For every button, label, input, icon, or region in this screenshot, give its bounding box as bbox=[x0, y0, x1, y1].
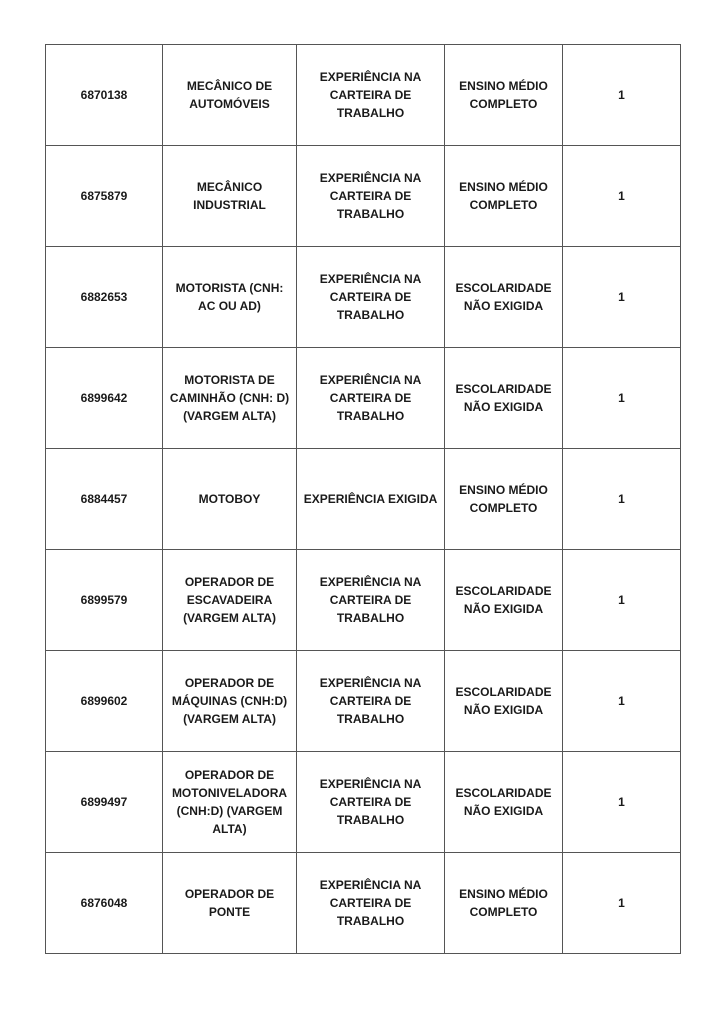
education-requirement: ESCOLARIDADE NÃO EXIGIDA bbox=[455, 685, 552, 717]
vacancy-code-cell bbox=[46, 247, 163, 348]
experience-requirement: EXPERIÊNCIA NA CARTEIRA DE TRABALHO bbox=[319, 171, 422, 221]
education-requirement: ENSINO MÉDIO COMPLETO bbox=[459, 79, 548, 111]
experience-cell bbox=[297, 853, 445, 954]
vacancy-code: 6875879 bbox=[80, 189, 128, 203]
role-title: MECÂNICO INDUSTRIAL bbox=[193, 180, 266, 212]
job-vacancies-table bbox=[45, 44, 681, 954]
vacancies-cell bbox=[563, 146, 681, 247]
role-cell bbox=[163, 651, 297, 752]
vacancy-count: 1 bbox=[618, 290, 625, 304]
vacancy-code: 6876048 bbox=[80, 896, 128, 910]
vacancy-code: 6870138 bbox=[80, 88, 128, 102]
vacancies-cell bbox=[563, 348, 681, 449]
vacancy-count: 1 bbox=[618, 492, 625, 506]
education-cell bbox=[445, 651, 563, 752]
role-title: OPERADOR DE MÁQUINAS (CNH:D) (VARGEM ALTA) bbox=[171, 676, 288, 726]
vacancies-cell bbox=[563, 752, 681, 853]
experience-requirement: EXPERIÊNCIA NA CARTEIRA DE TRABALHO bbox=[319, 878, 422, 928]
role-cell bbox=[163, 45, 297, 146]
education-requirement: ESCOLARIDADE NÃO EXIGIDA bbox=[455, 584, 552, 616]
experience-cell bbox=[297, 651, 445, 752]
vacancy-code-cell bbox=[46, 45, 163, 146]
education-cell bbox=[445, 247, 563, 348]
table-row bbox=[46, 146, 681, 247]
role-title: MOTORISTA DE CAMINHÃO (CNH: D) (VARGEM ALTA) bbox=[169, 373, 290, 423]
education-requirement: ESCOLARIDADE NÃO EXIGIDA bbox=[455, 786, 552, 818]
vacancy-code: 6899579 bbox=[80, 593, 128, 607]
role-title: MOTORISTA (CNH: AC OU AD) bbox=[175, 281, 284, 313]
role-cell bbox=[163, 348, 297, 449]
table-row bbox=[46, 45, 681, 146]
experience-requirement: EXPERIÊNCIA NA CARTEIRA DE TRABALHO bbox=[319, 676, 422, 726]
vacancy-count: 1 bbox=[618, 189, 625, 203]
education-cell bbox=[445, 449, 563, 550]
experience-requirement: EXPERIÊNCIA NA CARTEIRA DE TRABALHO bbox=[319, 777, 422, 827]
vacancy-count: 1 bbox=[618, 593, 625, 607]
table-row bbox=[46, 348, 681, 449]
table-row bbox=[46, 449, 681, 550]
vacancies-cell bbox=[563, 651, 681, 752]
table-row bbox=[46, 247, 681, 348]
experience-requirement: EXPERIÊNCIA NA CARTEIRA DE TRABALHO bbox=[319, 272, 422, 322]
education-requirement: ESCOLARIDADE NÃO EXIGIDA bbox=[455, 382, 552, 414]
vacancy-code: 6884457 bbox=[80, 492, 128, 506]
education-cell bbox=[445, 853, 563, 954]
table-body bbox=[46, 45, 681, 954]
vacancies-cell bbox=[563, 853, 681, 954]
vacancy-code: 6899602 bbox=[80, 694, 128, 708]
education-requirement: ENSINO MÉDIO COMPLETO bbox=[459, 483, 548, 515]
vacancy-count: 1 bbox=[618, 795, 625, 809]
vacancy-code-cell bbox=[46, 651, 163, 752]
experience-cell bbox=[297, 752, 445, 853]
table-row bbox=[46, 853, 681, 954]
experience-cell bbox=[297, 449, 445, 550]
experience-requirement: EXPERIÊNCIA NA CARTEIRA DE TRABALHO bbox=[319, 70, 422, 120]
vacancy-code-cell bbox=[46, 853, 163, 954]
vacancy-code: 6899497 bbox=[80, 795, 128, 809]
vacancy-count: 1 bbox=[618, 694, 625, 708]
education-cell bbox=[445, 752, 563, 853]
experience-cell bbox=[297, 45, 445, 146]
role-title: MECÂNICO DE AUTOMÓVEIS bbox=[186, 79, 273, 111]
vacancy-code-cell bbox=[46, 449, 163, 550]
role-cell bbox=[163, 247, 297, 348]
vacancy-code: 6899642 bbox=[80, 391, 128, 405]
education-requirement: ENSINO MÉDIO COMPLETO bbox=[459, 180, 548, 212]
role-cell bbox=[163, 449, 297, 550]
education-cell bbox=[445, 550, 563, 651]
role-cell bbox=[163, 752, 297, 853]
vacancy-count: 1 bbox=[618, 391, 625, 405]
experience-requirement: EXPERIÊNCIA EXIGIDA bbox=[303, 492, 438, 506]
role-title: OPERADOR DE ESCAVADEIRA (VARGEM ALTA) bbox=[183, 575, 276, 625]
experience-requirement: EXPERIÊNCIA NA CARTEIRA DE TRABALHO bbox=[319, 575, 422, 625]
vacancy-count: 1 bbox=[618, 896, 625, 910]
vacancy-code-cell bbox=[46, 752, 163, 853]
education-requirement: ESCOLARIDADE NÃO EXIGIDA bbox=[455, 281, 552, 313]
role-title: MOTOBOY bbox=[198, 492, 261, 506]
experience-cell bbox=[297, 146, 445, 247]
role-cell bbox=[163, 146, 297, 247]
education-cell bbox=[445, 146, 563, 247]
table-row bbox=[46, 752, 681, 853]
vacancy-code-cell bbox=[46, 146, 163, 247]
experience-requirement: EXPERIÊNCIA NA CARTEIRA DE TRABALHO bbox=[319, 373, 422, 423]
education-cell bbox=[445, 348, 563, 449]
role-title: OPERADOR DE PONTE bbox=[184, 887, 275, 919]
table-row bbox=[46, 651, 681, 752]
experience-cell bbox=[297, 348, 445, 449]
education-cell bbox=[445, 45, 563, 146]
vacancy-code-cell bbox=[46, 550, 163, 651]
vacancies-cell bbox=[563, 550, 681, 651]
vacancy-code: 6882653 bbox=[80, 290, 128, 304]
role-title: OPERADOR DE MOTONIVELADORA (CNH:D) (VARGEM ALTA) bbox=[171, 768, 288, 836]
experience-cell bbox=[297, 550, 445, 651]
role-cell bbox=[163, 550, 297, 651]
experience-cell bbox=[297, 247, 445, 348]
vacancies-cell bbox=[563, 449, 681, 550]
role-cell bbox=[163, 853, 297, 954]
education-requirement: ENSINO MÉDIO COMPLETO bbox=[459, 887, 548, 919]
vacancies-cell bbox=[563, 247, 681, 348]
vacancy-count: 1 bbox=[618, 88, 625, 102]
table-row bbox=[46, 550, 681, 651]
vacancies-cell bbox=[563, 45, 681, 146]
vacancy-code-cell bbox=[46, 348, 163, 449]
